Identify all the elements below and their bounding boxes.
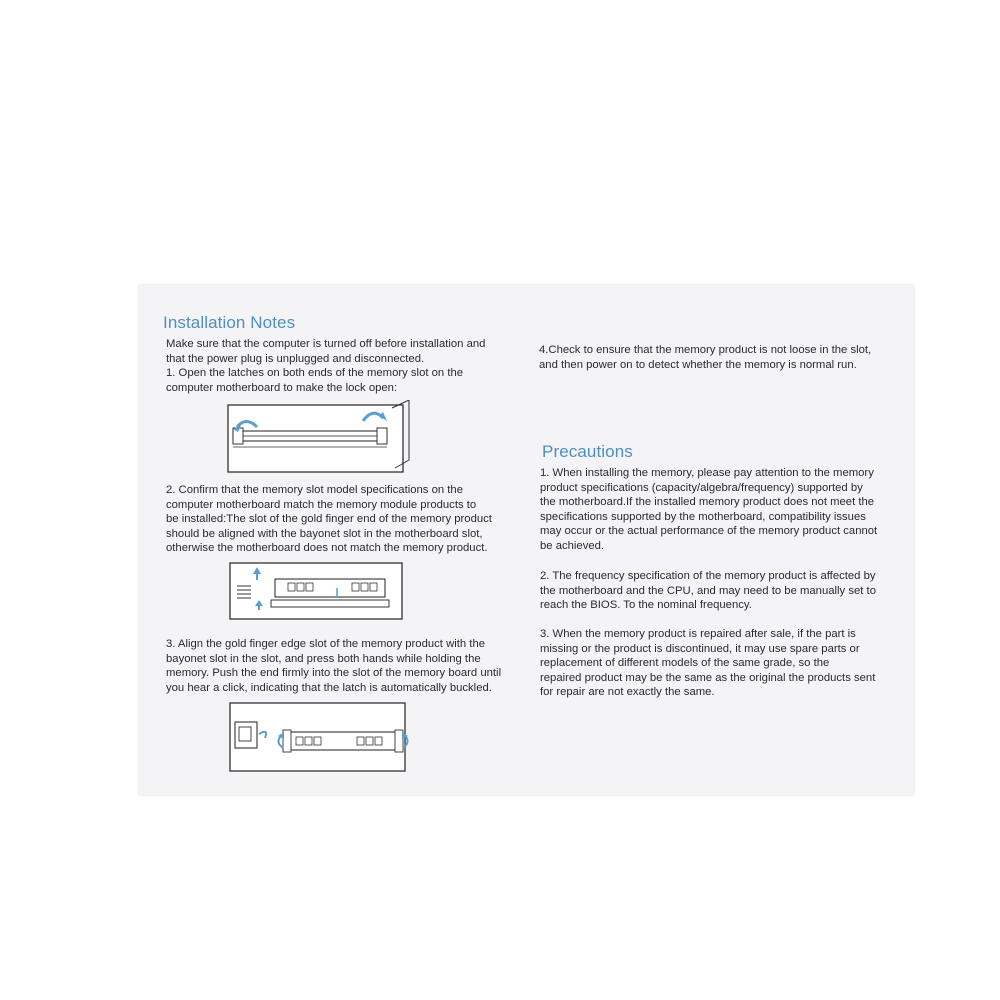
installation-step-2: 2. Confirm that the memory slot model specifications on the computer motherboard match the memory module products to be installed:The slot of the gold finger end of the memory product should be aligned with the bayonet slot in the motherboard slot, otherwise the motherboard does not match the memory product. bbox=[166, 484, 492, 555]
installation-notes-title: Installation Notes bbox=[163, 313, 296, 332]
figure-align-module bbox=[229, 562, 405, 622]
figure-press-module bbox=[229, 702, 409, 774]
precautions-title: Precautions bbox=[542, 442, 633, 461]
installation-step-4: 4.Check to ensure that the memory product is not loose in the slot, and then power on to detect whether the memory is normal run. bbox=[539, 344, 872, 371]
precaution-item-1: 1. When installing the memory, please pay attention to the memory product specifications (capacity/algebra/frequency) supported by the motherboard.If the installed memory product does not meet the specifications supported by the motherboard, compatibility issues may occur or the actual performance of the memory product cannot be achieved. bbox=[540, 467, 878, 552]
precaution-item-2: 2. The frequency specification of the memory product is affected by the motherboard and the CPU, and may need to be manually set to reach the BIOS. To the nominal frequency. bbox=[540, 570, 876, 612]
figure-open-latches bbox=[227, 400, 413, 474]
installation-intro: Make sure that the computer is turned off before installation and that the power plug is unplugged and disconnected. 1. Open the latches on both ends of the memory slot on the computer motherboard to make the lock open: bbox=[166, 338, 486, 394]
precaution-item-3: 3. When the memory product is repaired after sale, if the part is missing or the product is discontinued, it may use spare parts or replacement of different models of the same grade, so the repaired product may be the same as the original the products sent for repair are not exactly the same. bbox=[540, 628, 876, 699]
installation-step-3: 3. Align the gold finger edge slot of the memory product with the bayonet slot in the slot, and press both hands while holding the memory. Push the end firmly into the slot of the memory board until you hear a click, indicating that the latch is automatically buckled. bbox=[166, 638, 502, 694]
instruction-card bbox=[139, 285, 914, 795]
